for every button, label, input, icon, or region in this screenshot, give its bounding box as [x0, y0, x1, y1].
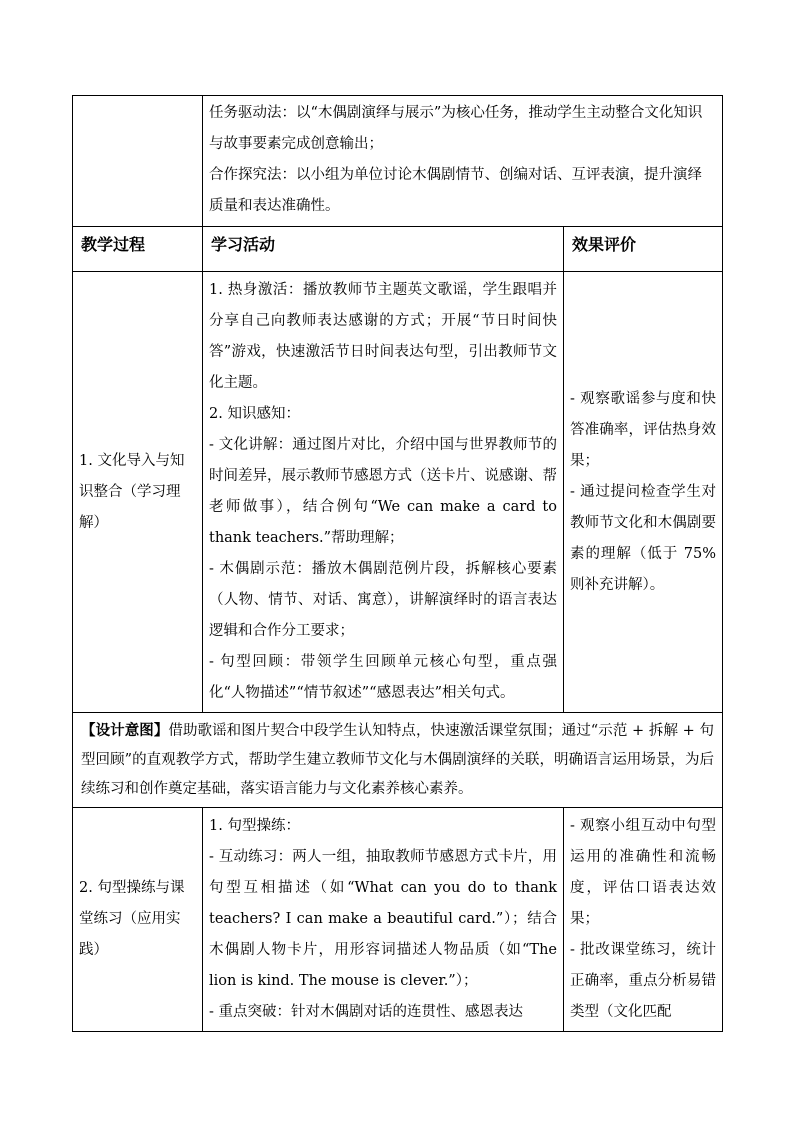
teaching-methods-cell — [203, 96, 723, 227]
header-effect-evaluation: 效果评价 — [564, 227, 723, 272]
stage2-activities — [203, 808, 564, 1032]
method-cooperative: 合作探究法：以小组为单位讨论木偶剧情节、创编对话、互评表演，提升演绎质量和表达准确性。 — [209, 167, 702, 214]
design-intent-tag: 【设计意图】 — [81, 722, 169, 739]
stage1-activity-culture: - 文化讲解：通过图片对比，介绍中国与世界教师节的时间差异，展示教师节感恩方式（送卡片、说感谢、帮老师做事），结合例句“We can make a card to thank teachers.”帮助理解； — [209, 437, 557, 546]
stage1-activity-warmup: 1. 热身激活：播放教师节主题英文歌谣，学生跟唱并分享自己向教师表达感谢的方式；开展“节日时间快答”游戏，快速激活节日时间表达句型，引出教师节文化主题。 — [209, 282, 557, 391]
stage2-row — [73, 808, 723, 1032]
stage1-evaluation — [564, 272, 723, 713]
stage2-activity-interaction: - 互动练习：两人一组，抽取教师节感恩方式卡片，用句型互相描述（如“What can you do to thank teachers? I can make a beautiful card.”）；结合木偶剧人物卡片，用形容词描述人物品质（如“The lion is kind. The mouse is clever.”）； — [209, 849, 557, 989]
method-task-driven: 任务驱动法：以“木偶剧演绎与展示”为核心任务，推动学生主动整合文化知识与故事要素完成创意输出； — [209, 105, 703, 152]
design-intent-cell — [73, 713, 723, 808]
design-intent-row — [73, 713, 723, 808]
stage2-eval-1: - 观察小组互动中句型运用的准确性和流畅度，评估口语表达效果； — [570, 818, 717, 927]
teaching-methods-row — [73, 96, 723, 227]
stage1-eval-1: - 观察歌谣参与度和快答准确率，评估热身效果； — [570, 390, 717, 469]
design-intent-text: 借助歌谣和图片契合中段学生认知特点，快速激活课堂氛围；通过“示范 + 拆解 + 句型回顾”的直观教学方式，帮助学生建立教师节文化与木偶剧演绎的关联，明确语言运用场景，为后续练习和创作奠定基础，落实语言能力与文化素养核心素养。 — [81, 723, 715, 797]
lesson-plan-table — [72, 95, 723, 1032]
header-teaching-process: 教学过程 — [73, 227, 203, 272]
stage2-activity-drill: 1. 句型操练： — [209, 818, 300, 834]
stage1-activity-puppet-demo: - 木偶剧示范：播放木偶剧范例片段，拆解核心要素（人物、情节、对话、寓意），讲解演绎时的语言表达逻辑和合作分工要求； — [209, 561, 557, 639]
stage1-activity-perception: 2. 知识感知： — [209, 406, 300, 422]
table-header-row — [73, 227, 723, 272]
stage1-name: 1. 文化导入与知识整合（学习理解） — [73, 272, 203, 713]
stage1-eval-2: - 通过提问检查学生对教师节文化和木偶剧要素的理解（低于 75% 则补充讲解）。 — [570, 483, 717, 593]
stage2-name: 2. 句型操练与课堂练习（应用实践） — [73, 808, 203, 1032]
stage2-evaluation — [564, 808, 723, 1032]
stage2-eval-2: - 批改课堂练习，统计正确率，重点分析易错类型（文化匹配 — [570, 942, 717, 1020]
lesson-plan-page — [72, 95, 722, 1032]
stage1-activities — [203, 272, 564, 713]
teaching-methods-label-cell — [73, 96, 203, 227]
header-learning-activities: 学习活动 — [203, 227, 564, 272]
stage1-activity-sentence-review: - 句型回顾：带领学生回顾单元核心句型，重点强化“人物描述”“情节叙述”“感恩表达”相关句式。 — [209, 654, 557, 701]
stage2-activity-focus: - 重点突破：针对木偶剧对话的连贯性、感恩表达 — [209, 1004, 524, 1020]
stage1-row — [73, 272, 723, 713]
